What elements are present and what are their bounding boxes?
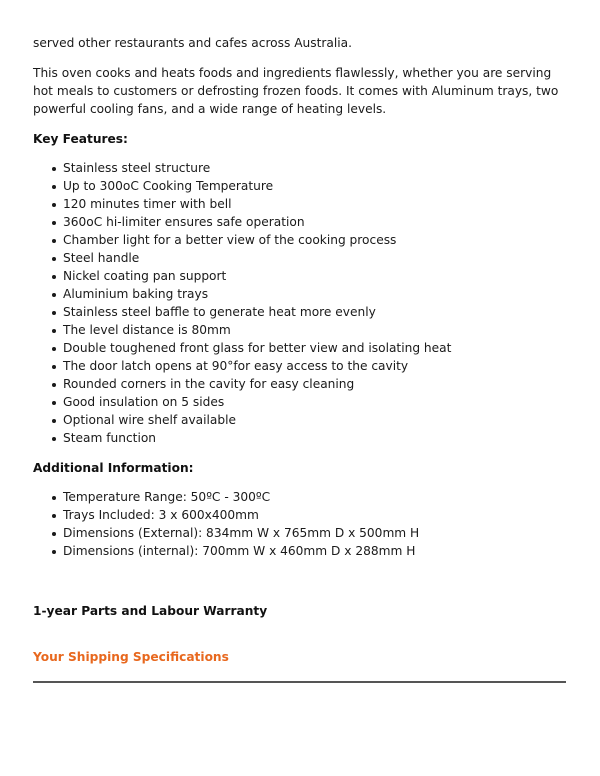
- additional-info-heading: Additional Information:: [33, 461, 194, 475]
- feature-item: Double toughened front glass for better view and isolating heat: [63, 339, 568, 357]
- feature-item: 120 minutes timer with bell: [63, 195, 568, 213]
- feature-item: 360oC hi-limiter ensures safe operation: [63, 213, 568, 231]
- feature-item: Steel handle: [63, 249, 568, 267]
- info-item: Trays Included: 3 x 600x400mm: [63, 506, 568, 524]
- feature-item: Stainless steel baffle to generate heat more evenly: [63, 303, 568, 321]
- feature-item: Rounded corners in the cavity for easy cleaning: [63, 375, 568, 393]
- divider: [33, 681, 566, 683]
- feature-item: Chamber light for a better view of the cooking process: [63, 231, 568, 249]
- product-description: [33, 34, 568, 683]
- feature-item: Good insulation on 5 sides: [63, 393, 568, 411]
- feature-item: Up to 300oC Cooking Temperature: [63, 177, 568, 195]
- feature-item: Steam function: [63, 429, 568, 447]
- shipping-specifications-link[interactable]: Your Shipping Specifications: [33, 650, 229, 664]
- feature-item: Stainless steel structure: [63, 159, 568, 177]
- key-features-heading: Key Features:: [33, 132, 128, 146]
- additional-info-list: [33, 488, 568, 560]
- info-item: Dimensions (internal): 700mm W x 460mm D x 288mm H: [63, 542, 568, 560]
- intro-paragraph-tail: served other restaurants and cafes across Australia.: [33, 36, 352, 50]
- feature-item: Aluminium baking trays: [63, 285, 568, 303]
- description-paragraph: This oven cooks and heats foods and ingredients flawlessly, whether you are serving hot meals to customers or defrosting frozen foods. It comes with Aluminum trays, two powerful cooling fans, and a wide range of heating levels.: [33, 66, 559, 116]
- info-item: Temperature Range: 50ºC - 300ºC: [63, 488, 568, 506]
- info-item: Dimensions (External): 834mm W x 765mm D x 500mm H: [63, 524, 568, 542]
- feature-item: The door latch opens at 90°for easy access to the cavity: [63, 357, 568, 375]
- key-features-list: [33, 159, 568, 447]
- feature-item: Nickel coating pan support: [63, 267, 568, 285]
- feature-item: The level distance is 80mm: [63, 321, 568, 339]
- warranty-heading: 1-year Parts and Labour Warranty: [33, 604, 268, 618]
- feature-item: Optional wire shelf available: [63, 411, 568, 429]
